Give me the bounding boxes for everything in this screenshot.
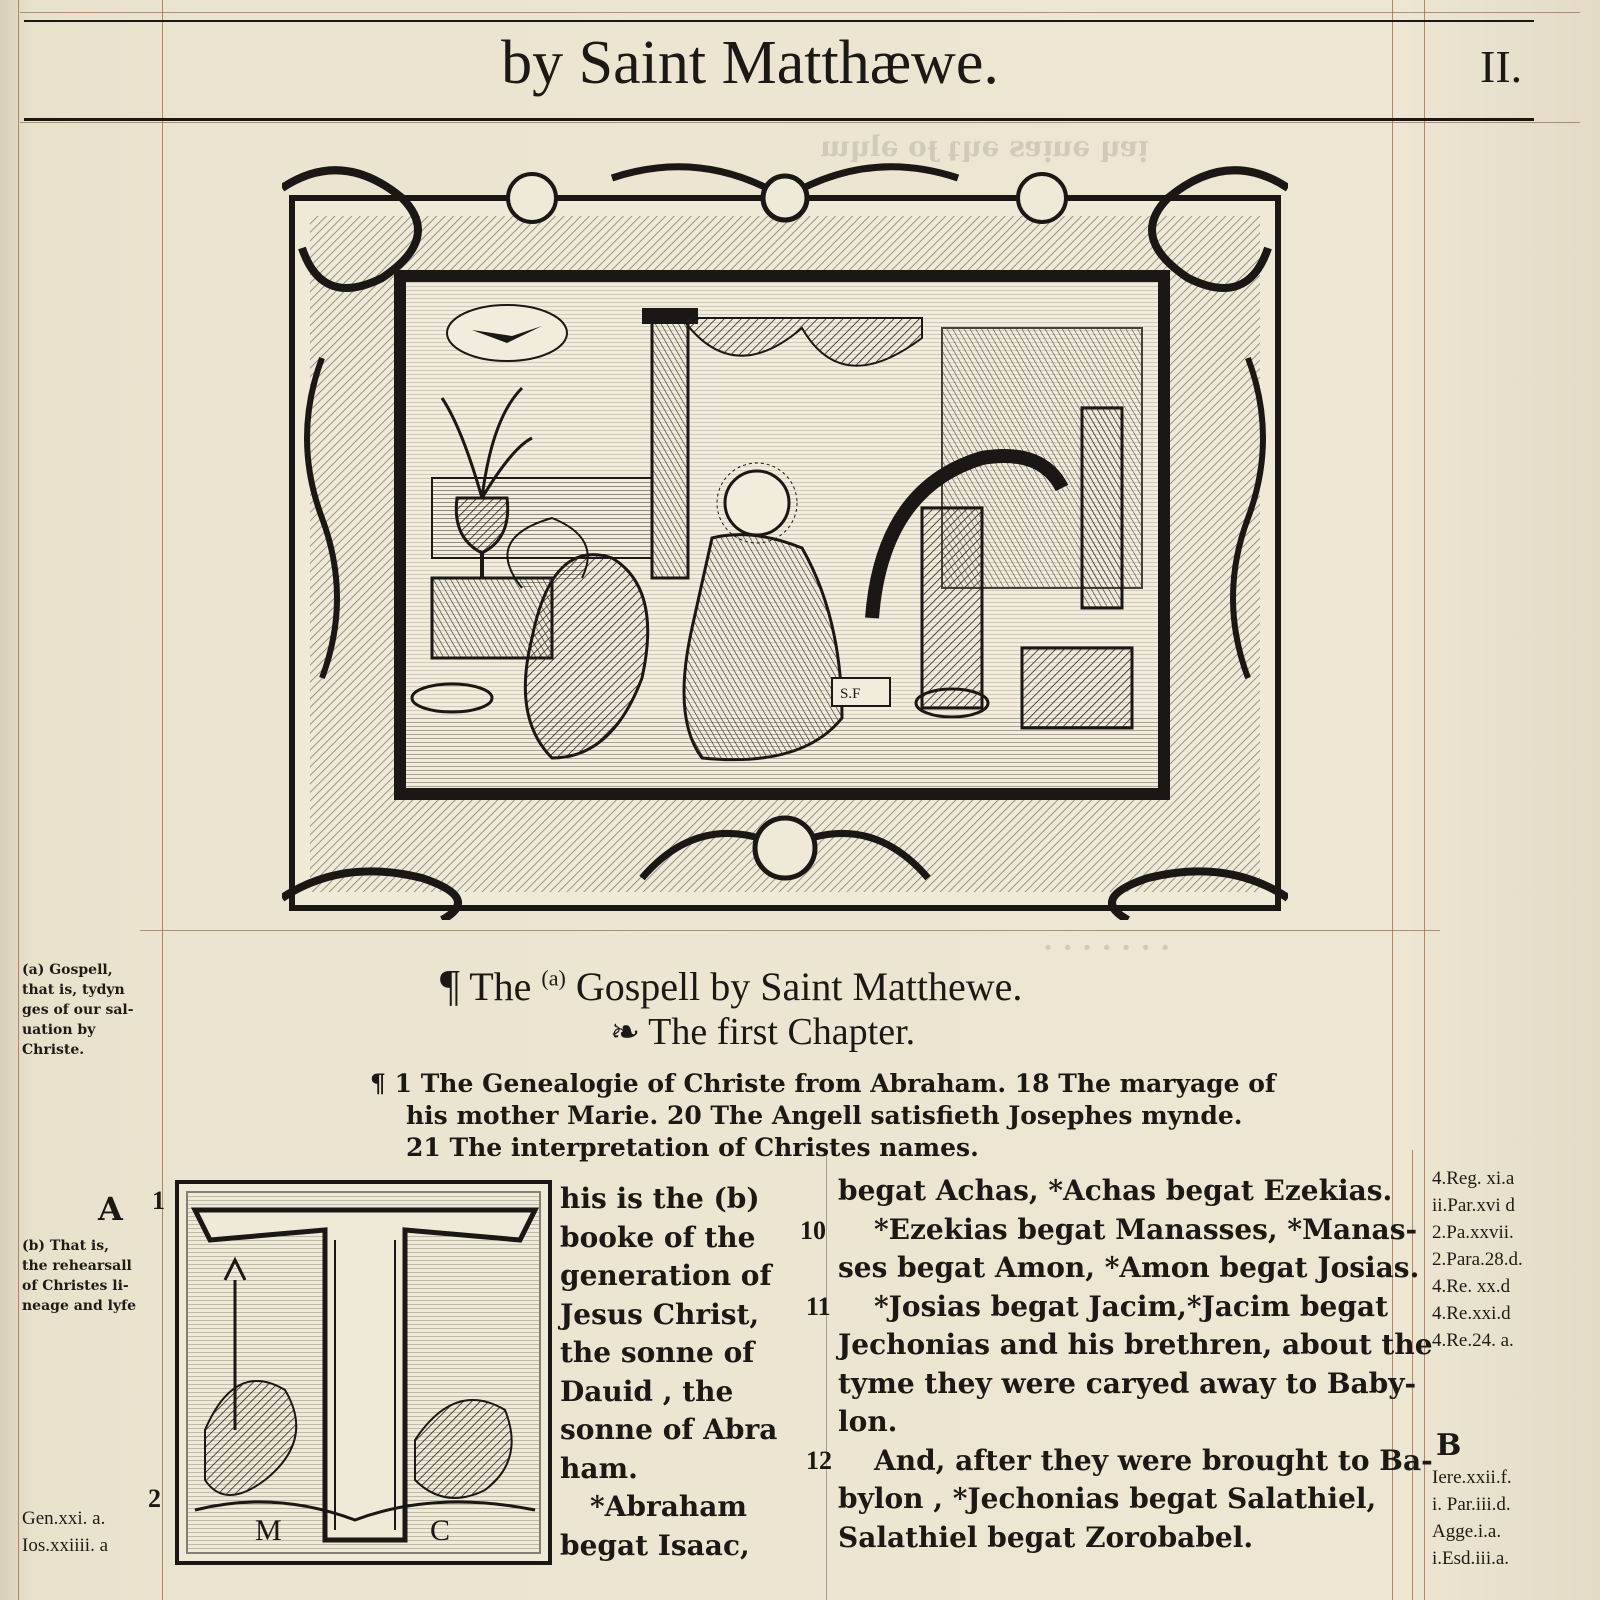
text-line: tyme they were caryed away to Baby-: [838, 1366, 1417, 1400]
chapter-title: [610, 1010, 1130, 1054]
initial-monogram: C: [430, 1514, 451, 1547]
text-line: *Ezekias begat Manasses, *Manas-: [874, 1212, 1418, 1246]
column-divider: [826, 1150, 827, 1600]
margin-note-line: of Christes li-: [22, 1278, 129, 1294]
cross-reference: Gen.xxi. a.: [22, 1508, 106, 1529]
text-line: Dauid , the: [560, 1374, 734, 1408]
margin-note-line: the rehearsall: [22, 1258, 132, 1274]
scene-panel: [394, 270, 1170, 800]
text-line: bylon , *Jechonias begat Salathiel,: [838, 1482, 1377, 1515]
fleuron-icon: ❧: [610, 1012, 641, 1052]
initial-monogram: M: [255, 1514, 282, 1547]
verse-number: 2: [148, 1484, 161, 1513]
text-line: the sonne of: [560, 1336, 755, 1369]
running-title: by Saint Matthæwe.: [501, 29, 999, 97]
bleed-through-text: · · · · · · ·: [1043, 931, 1170, 964]
text-line: And, after they were brought to Ba-: [874, 1443, 1433, 1477]
ruled-top-line: [20, 12, 1580, 13]
plate-initials: S.F: [840, 686, 861, 702]
gospel-title-word: The: [469, 964, 532, 1009]
text-line: *Josias begat Jacim,*Jacim begat: [874, 1289, 1389, 1323]
verse-number: 11: [806, 1292, 831, 1321]
text-line: Jesus Christ,: [560, 1297, 760, 1331]
header-rule-top: [24, 20, 1534, 22]
summary-line: ¶ 1 The Genealogie of Christe from Abraham. 18 The maryage of: [370, 1069, 1276, 1098]
paragraph-mark: ¶: [440, 961, 460, 1010]
text-line: Salathiel begat Zorobabel.: [838, 1520, 1254, 1554]
margin-note-a: [22, 960, 157, 1060]
margin-note-line: ges of our sal-: [22, 1002, 134, 1018]
verse-number: 10: [800, 1216, 826, 1245]
folio-number: II.: [1480, 41, 1523, 92]
gospel-title: [440, 960, 1180, 1011]
summary-line: his mother Marie. 20 The Angell satisfieth Josephes mynde.: [406, 1101, 1243, 1130]
cross-reference: 2.Pa.xxvii.: [1432, 1222, 1514, 1243]
text-line: begat Achas, *Achas begat Ezekias.: [838, 1174, 1393, 1207]
margin-note-line: that is, tydyn: [22, 982, 125, 998]
chapter-title-text: The first Chapter.: [648, 1011, 916, 1053]
gospel-title-rest: Gospell by Saint Matthewe.: [575, 964, 1023, 1009]
cross-reference: Iere.xxii.f.: [1432, 1467, 1512, 1488]
cross-reference: ii.Par.xvi d: [1432, 1195, 1515, 1216]
ruled-header-line: [20, 122, 1580, 123]
cross-reference: Ios.xxiiii. a: [22, 1535, 109, 1556]
margin-references-left: [22, 1505, 157, 1559]
verse-number: 12: [806, 1446, 832, 1475]
cross-reference: 4.Re.24. a.: [1432, 1330, 1514, 1351]
note-marker-a: (a): [541, 965, 566, 991]
cross-reference: 4.Re. xx.d: [1432, 1276, 1511, 1297]
margin-note-line: (a) Gospell,: [22, 962, 113, 978]
woodcut-illustration: [282, 158, 1288, 920]
page-edge-line: [18, 0, 19, 1600]
margin-references-right: [1432, 1165, 1592, 1354]
bleed-through-text: ᴉɐɥ ǝuᴉɐs ǝɥʇ ɟo ǝlɥɯ: [820, 130, 1148, 163]
header-rule-bottom: [24, 118, 1534, 121]
verse-number: 1: [152, 1186, 165, 1215]
text-line: sonne of Abra: [560, 1413, 778, 1446]
margin-note-b: [22, 1236, 157, 1316]
text-column-left: [560, 1180, 778, 1565]
text-line: *Abraham: [590, 1490, 747, 1523]
summary-line: 21 The interpretation of Christes names.: [406, 1133, 979, 1162]
text-line: generation of: [560, 1259, 772, 1292]
text-column-right: [838, 1172, 1433, 1557]
text-line: begat Isaac,: [560, 1528, 750, 1562]
margin-note-line: Christe.: [22, 1042, 85, 1058]
cross-reference: 2.Para.28.d.: [1432, 1249, 1523, 1270]
cross-reference: 4.Re.xxi.d: [1432, 1303, 1511, 1324]
margin-letter-B: B: [1436, 1428, 1462, 1463]
margin-note-line: uation by: [22, 1022, 96, 1038]
text-line: lon.: [838, 1405, 898, 1438]
text-line: booke of the: [560, 1220, 756, 1254]
text-line: ses begat Amon, *Amon begat Josias.: [838, 1251, 1420, 1284]
chapter-summary: [370, 1068, 1276, 1164]
ruled-margin-line: [162, 0, 163, 1600]
text-line: ham.: [560, 1451, 638, 1485]
cross-reference: i. Par.iii.d.: [1432, 1494, 1511, 1515]
text-line: his is the (b): [560, 1182, 760, 1215]
margin-letter-A: A: [98, 1190, 123, 1228]
cross-reference: Agge.i.a.: [1432, 1521, 1502, 1542]
margin-note-line: neage and lyfe: [22, 1298, 137, 1314]
cross-reference: 4.Reg. xi.a: [1432, 1168, 1515, 1189]
decorated-initial-T: [175, 1180, 552, 1565]
text-line: Jechonias and his brethren, about the: [838, 1328, 1433, 1361]
margin-references-right-lower: [1432, 1464, 1592, 1572]
cross-reference: i.Esd.iii.a.: [1432, 1548, 1510, 1569]
margin-note-line: (b) That is,: [22, 1238, 109, 1254]
